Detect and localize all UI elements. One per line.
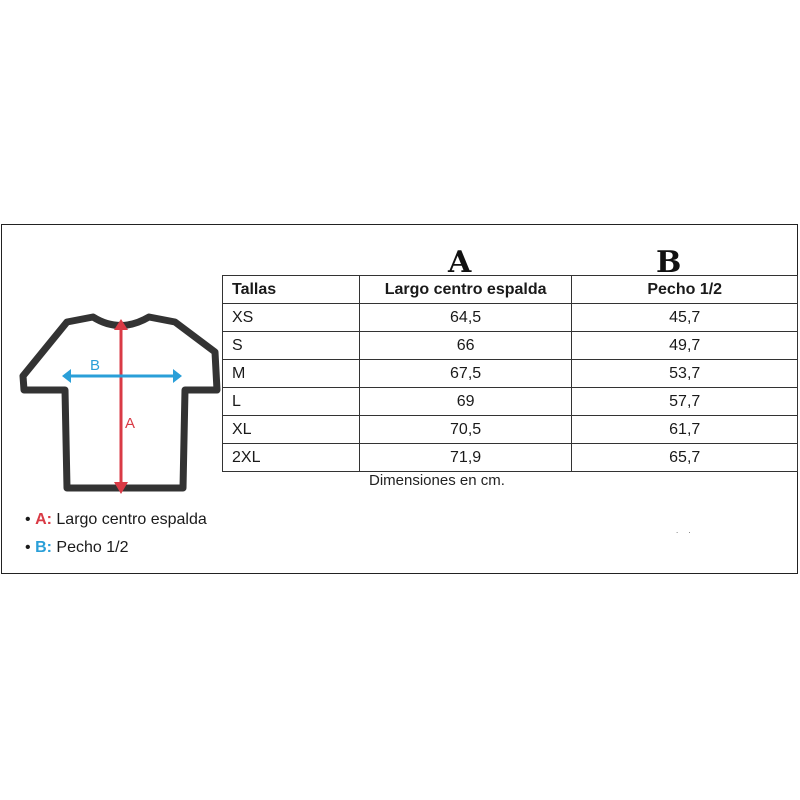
header-sizes: Tallas: [223, 276, 360, 304]
cell-length: 64,5: [359, 304, 572, 332]
legend-text-b: Pecho 1/2: [56, 539, 129, 556]
cell-chest: 61,7: [572, 416, 798, 444]
legend-item-a: [25, 511, 207, 529]
cell-chest: 57,7: [572, 388, 798, 416]
header-length: Largo centro espalda: [359, 276, 572, 304]
header-chest: Pecho 1/2: [572, 276, 798, 304]
legend-key-a: A:: [35, 511, 52, 528]
cell-length: 71,9: [359, 444, 572, 472]
size-table: [222, 275, 798, 472]
stray-marks: . .: [676, 526, 695, 535]
table-row: [223, 360, 798, 388]
cell-size: M: [223, 360, 360, 388]
cell-chest: 49,7: [572, 332, 798, 360]
table-row: [223, 388, 798, 416]
cell-size: L: [223, 388, 360, 416]
table-row: [223, 304, 798, 332]
cell-chest: 45,7: [572, 304, 798, 332]
table-row: [223, 416, 798, 444]
diagram-label-a: A: [125, 415, 136, 432]
table-row: [223, 332, 798, 360]
cell-size: 2XL: [223, 444, 360, 472]
cell-size: XS: [223, 304, 360, 332]
legend-bullet: •: [25, 539, 31, 556]
cell-length: 67,5: [359, 360, 572, 388]
cell-size: XL: [223, 416, 360, 444]
legend-item-b: [25, 539, 128, 557]
cell-size: S: [223, 332, 360, 360]
cell-chest: 53,7: [572, 360, 798, 388]
diagram-label-b: B: [90, 357, 101, 374]
cell-length: 66: [359, 332, 572, 360]
cell-length: 70,5: [359, 416, 572, 444]
legend-bullet: •: [25, 511, 31, 528]
cell-chest: 65,7: [572, 444, 798, 472]
table-header-row: [223, 276, 798, 304]
tshirt-icon: [15, 312, 225, 497]
cell-length: 69: [359, 388, 572, 416]
units-note: Dimensiones en cm.: [369, 472, 505, 489]
column-letter-b: B: [656, 245, 682, 280]
table-row: [223, 444, 798, 472]
legend-text-a: Largo centro espalda: [56, 511, 207, 528]
legend-key-b: B:: [35, 539, 52, 556]
column-letter-a: A: [448, 245, 472, 280]
